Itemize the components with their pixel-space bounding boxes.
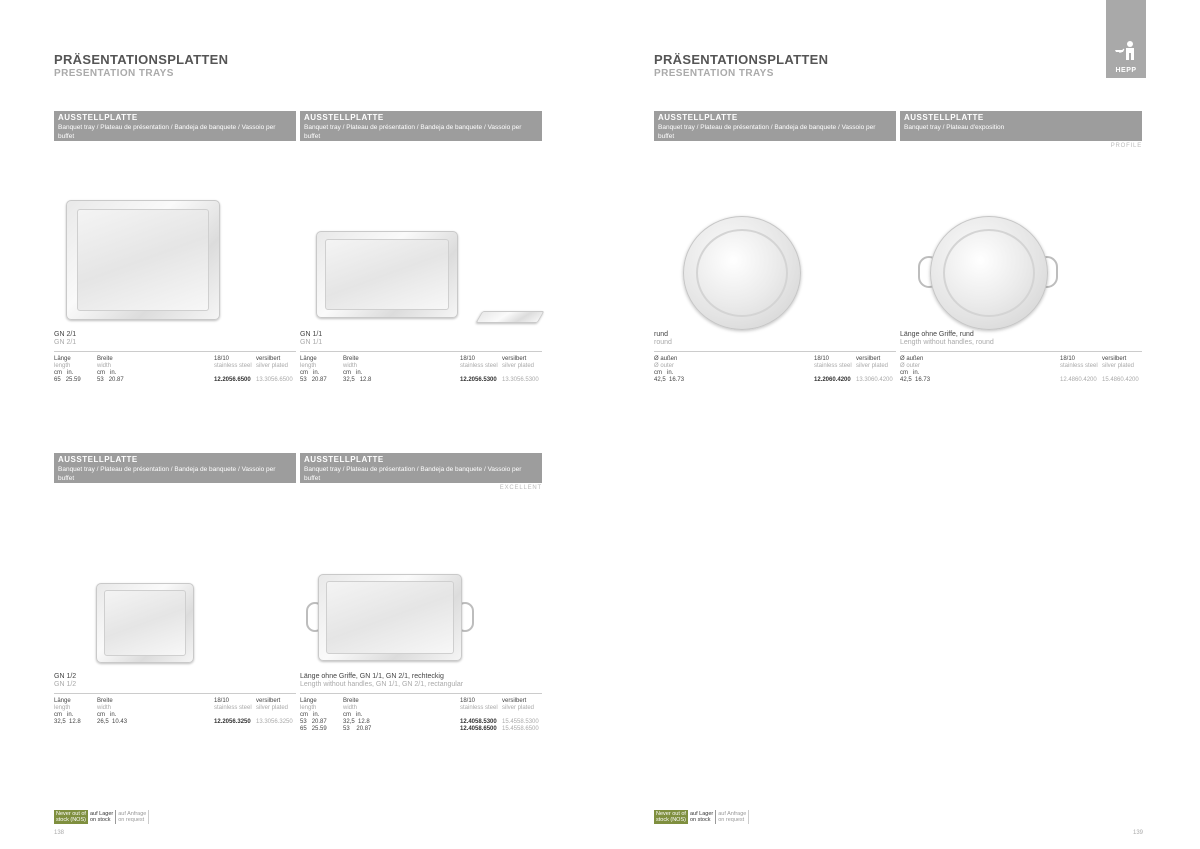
silver-label: versilbert [256, 356, 281, 362]
width-label: Breite [343, 356, 359, 362]
product-header-title: AUSSTELLPLATTE [304, 113, 384, 122]
diameter-cm: 42,5 [654, 377, 666, 383]
description-de: GN 1/2 [54, 673, 77, 680]
article-number-silver: 15.4558.6500 [502, 726, 539, 732]
product-header [300, 111, 542, 141]
steel-label-en: stainless steel [214, 363, 252, 369]
product-header-subtitle: Banquet tray / Plateau de présentation / Bandeja de banquete / Vassoio per buffet [58, 466, 276, 482]
steel-label-en: stainless steel [460, 363, 498, 369]
width-label-en: width [343, 363, 358, 369]
product-image-tray-handles [306, 574, 474, 660]
product-image-round-tray-handles [918, 216, 1058, 328]
length-cm: 65 [54, 377, 61, 383]
length-cm: 32,5 [54, 719, 66, 725]
product-spec-table [300, 698, 542, 738]
description-en: Length without handles, GN 1/1, GN 2/1, rectangular [300, 681, 464, 688]
left-page-title: PRÄSENTATIONSPLATTEN [54, 52, 229, 67]
silver-label-en: silver plated [856, 363, 889, 369]
in-label: in. [667, 370, 674, 376]
description-de: GN 2/1 [54, 331, 77, 338]
steel-label-en: stainless steel [814, 363, 852, 369]
length-in: 25.59 [65, 377, 81, 383]
logo-text: HEPP [1115, 67, 1137, 74]
request-line2: on request [718, 817, 745, 823]
in-label: in. [110, 370, 117, 376]
product-spec-table [900, 356, 1142, 386]
cm-label: cm [343, 370, 351, 376]
cm-label: cm [300, 712, 308, 718]
length-in: 12.8 [69, 719, 81, 725]
product-header [900, 111, 1142, 141]
product-header-subtitle: Banquet tray / Plateau de présentation / Bandeja de banquete / Vassoio per buffet [304, 124, 522, 140]
product-spec-table [54, 356, 296, 386]
divider [654, 351, 896, 352]
steel-label: 18/10 [214, 698, 230, 704]
length-in: 20.87 [311, 719, 327, 725]
width-cm: 53 [97, 377, 104, 383]
silver-label: versilbert [502, 356, 527, 362]
product-spec-table [654, 356, 896, 386]
description-en: GN 1/1 [300, 339, 323, 346]
page-number: 138 [54, 830, 65, 836]
right-page-subtitle: PRESENTATION TRAYS [654, 68, 774, 79]
length-label: Länge [54, 356, 71, 362]
outer-diameter-label-en: Ø outer [654, 363, 675, 369]
length-label-en: length [54, 705, 71, 711]
product-header [300, 453, 542, 483]
length-label-en: length [54, 363, 71, 369]
article-number-silver: 13.3060.4200 [856, 377, 893, 383]
product-header-title: AUSSTELLPLATTE [658, 113, 738, 122]
nos-line2: stock (NOS) [656, 817, 686, 823]
product-image-tray-gn21 [66, 200, 220, 320]
product-header-subtitle: Banquet tray / Plateau de présentation / Bandeja de banquete / Vassoio per buffet [304, 466, 522, 482]
outer-diameter-label: Ø außen [900, 356, 924, 362]
article-number: 12.2060.4200 [814, 377, 851, 383]
article-number-silver: 15.4860.4200 [1102, 377, 1139, 383]
width-in: 10.43 [112, 719, 128, 725]
hepp-logo [1106, 0, 1146, 78]
silver-label-en: silver plated [256, 705, 289, 711]
product-image-round-tray [683, 216, 801, 330]
in-label: in. [913, 370, 920, 376]
divider [300, 693, 542, 694]
article-number-silver: 13.3056.6500 [256, 377, 293, 383]
nos-line1: Never out of [656, 811, 686, 817]
product-description [300, 331, 322, 347]
product-header-title: AUSSTELLPLATTE [904, 113, 984, 122]
width-label: Breite [97, 356, 113, 362]
article-number: 12.4058.5300 [460, 719, 497, 725]
cm-label: cm [54, 712, 62, 718]
line-tag-excellent: EXCELLENT [499, 485, 542, 491]
page-number: 139 [1133, 830, 1144, 836]
product-description [54, 331, 76, 347]
product-header-title: AUSSTELLPLATTE [304, 455, 384, 464]
in-label: in. [67, 712, 74, 718]
cm-label: cm [654, 370, 662, 376]
product-header [654, 111, 896, 141]
product-image-tray-gn12 [96, 583, 194, 663]
width-label: Breite [97, 698, 113, 704]
in-label: in. [356, 370, 363, 376]
width-label-en: width [343, 705, 358, 711]
nos-line2: stock (NOS) [56, 817, 86, 823]
right-page-title: PRÄSENTATIONSPLATTEN [654, 52, 829, 67]
description-en: Length without handles, round [900, 339, 994, 346]
request-line2: on request [118, 817, 145, 823]
length-label: Länge [300, 698, 317, 704]
description-de: rund [654, 331, 669, 338]
description-de: GN 1/1 [300, 331, 323, 338]
divider [54, 351, 296, 352]
cm-label: cm [343, 712, 351, 718]
cm-label: cm [900, 370, 908, 376]
article-number: 12.2056.6500 [214, 377, 251, 383]
left-page-subtitle: PRESENTATION TRAYS [54, 68, 174, 79]
cm-label: cm [97, 712, 105, 718]
stock-line2: on stock [689, 817, 711, 823]
waiter-icon [1111, 38, 1141, 68]
request-line1: auf Anfrage [118, 811, 147, 817]
width-cm: 26,5 [97, 719, 109, 725]
width-cm: 32,5 [343, 377, 355, 383]
description-en: GN 1/2 [54, 681, 77, 688]
cm-label: cm [300, 370, 308, 376]
on-stock-label [688, 810, 716, 824]
article-number: 12.2056.3250 [214, 719, 251, 725]
silver-label-en: silver plated [256, 363, 289, 369]
width-in: 20.87 [108, 377, 124, 383]
steel-label: 18/10 [1060, 356, 1076, 362]
product-header-title: AUSSTELLPLATTE [58, 113, 138, 122]
product-description [654, 331, 672, 347]
silver-label: versilbert [502, 698, 527, 704]
diameter-cm: 42,5 [900, 377, 912, 383]
steel-label-en: stainless steel [214, 705, 252, 711]
steel-label: 18/10 [460, 698, 476, 704]
stock-legend [54, 810, 149, 824]
steel-label-en: stainless steel [1060, 363, 1098, 369]
product-header [54, 453, 296, 483]
width-cm: 53 [343, 726, 350, 732]
width-in: 12.8 [358, 719, 370, 725]
silver-label-en: silver plated [502, 705, 535, 711]
in-label: in. [356, 712, 363, 718]
description-de: Länge ohne Griffe, GN 1/1, GN 2/1, rechteckig [300, 673, 444, 680]
length-in: 20.87 [311, 377, 327, 383]
length-in: 25.59 [311, 726, 327, 732]
product-image-tray-gn11 [316, 231, 458, 318]
divider [300, 351, 542, 352]
on-stock-label [88, 810, 116, 824]
stock-line1: auf Lager [689, 811, 714, 817]
article-number-silver: 13.3056.3250 [256, 719, 293, 725]
length-label-en: length [300, 363, 317, 369]
outer-diameter-label: Ø außen [654, 356, 678, 362]
product-header-title: AUSSTELLPLATTE [58, 455, 138, 464]
steel-label: 18/10 [814, 356, 830, 362]
cm-label: cm [97, 370, 105, 376]
divider [54, 693, 296, 694]
article-number: 12.4058.6500 [460, 726, 497, 732]
steel-label: 18/10 [460, 356, 476, 362]
length-label: Länge [300, 356, 317, 362]
product-header-subtitle: Banquet tray / Plateau de présentation / Bandeja de banquete / Vassoio per buffet [58, 124, 276, 140]
silver-label: versilbert [856, 356, 881, 362]
on-request-label [116, 810, 149, 824]
width-in: 12.8 [359, 377, 372, 383]
description-en: round [654, 339, 672, 346]
stock-legend [654, 810, 749, 824]
nos-label [654, 810, 688, 824]
length-cm: 53 [300, 377, 307, 383]
silver-label: versilbert [256, 698, 281, 704]
product-description [300, 673, 463, 689]
in-label: in. [67, 370, 74, 376]
length-cm: 65 [300, 726, 307, 732]
description-de: Länge ohne Griffe, rund [900, 331, 974, 338]
request-line1: auf Anfrage [718, 811, 747, 817]
silver-label: versilbert [1102, 356, 1127, 362]
description-en: GN 2/1 [54, 339, 77, 346]
width-label: Breite [343, 698, 359, 704]
steel-label: 18/10 [214, 356, 230, 362]
width-label-en: width [97, 705, 112, 711]
product-header-subtitle: Banquet tray / Plateau d'exposition [904, 124, 1005, 131]
article-number-silver: 15.4558.5300 [502, 719, 539, 725]
cm-label: cm [54, 370, 62, 376]
nos-line1: Never out of [56, 811, 86, 817]
in-label: in. [110, 712, 117, 718]
diameter-in: 16.73 [669, 377, 685, 383]
width-label-en: width [97, 363, 112, 369]
divider [900, 351, 1142, 352]
outer-diameter-label-en: Ø outer [900, 363, 921, 369]
product-image-tray-side [476, 311, 545, 323]
product-description [900, 331, 994, 347]
silver-label-en: silver plated [502, 363, 535, 369]
length-cm: 53 [300, 719, 307, 725]
product-header-subtitle: Banquet tray / Plateau de présentation / Bandeja de banquete / Vassoio per buffet [658, 124, 876, 140]
product-spec-table [300, 356, 542, 386]
width-cm: 32,5 [343, 719, 355, 725]
length-label: Länge [54, 698, 71, 704]
article-number: 12.4860.4200 [1060, 377, 1097, 383]
length-label-en: length [300, 705, 317, 711]
line-tag-profile: PROFILE [1110, 143, 1142, 149]
product-spec-table [54, 698, 296, 728]
on-request-label [716, 810, 749, 824]
in-label: in. [313, 712, 320, 718]
stock-line2: on stock [89, 817, 111, 823]
stock-line1: auf Lager [89, 811, 114, 817]
product-header [54, 111, 296, 141]
steel-label-en: stainless steel [460, 705, 498, 711]
product-description [54, 673, 76, 689]
article-number: 12.2056.5300 [460, 377, 497, 383]
nos-label [54, 810, 88, 824]
diameter-in: 16.73 [915, 377, 931, 383]
article-number-silver: 13.3056.5300 [502, 377, 539, 383]
width-in: 20.87 [356, 726, 372, 732]
in-label: in. [313, 370, 320, 376]
silver-label-en: silver plated [1102, 363, 1135, 369]
